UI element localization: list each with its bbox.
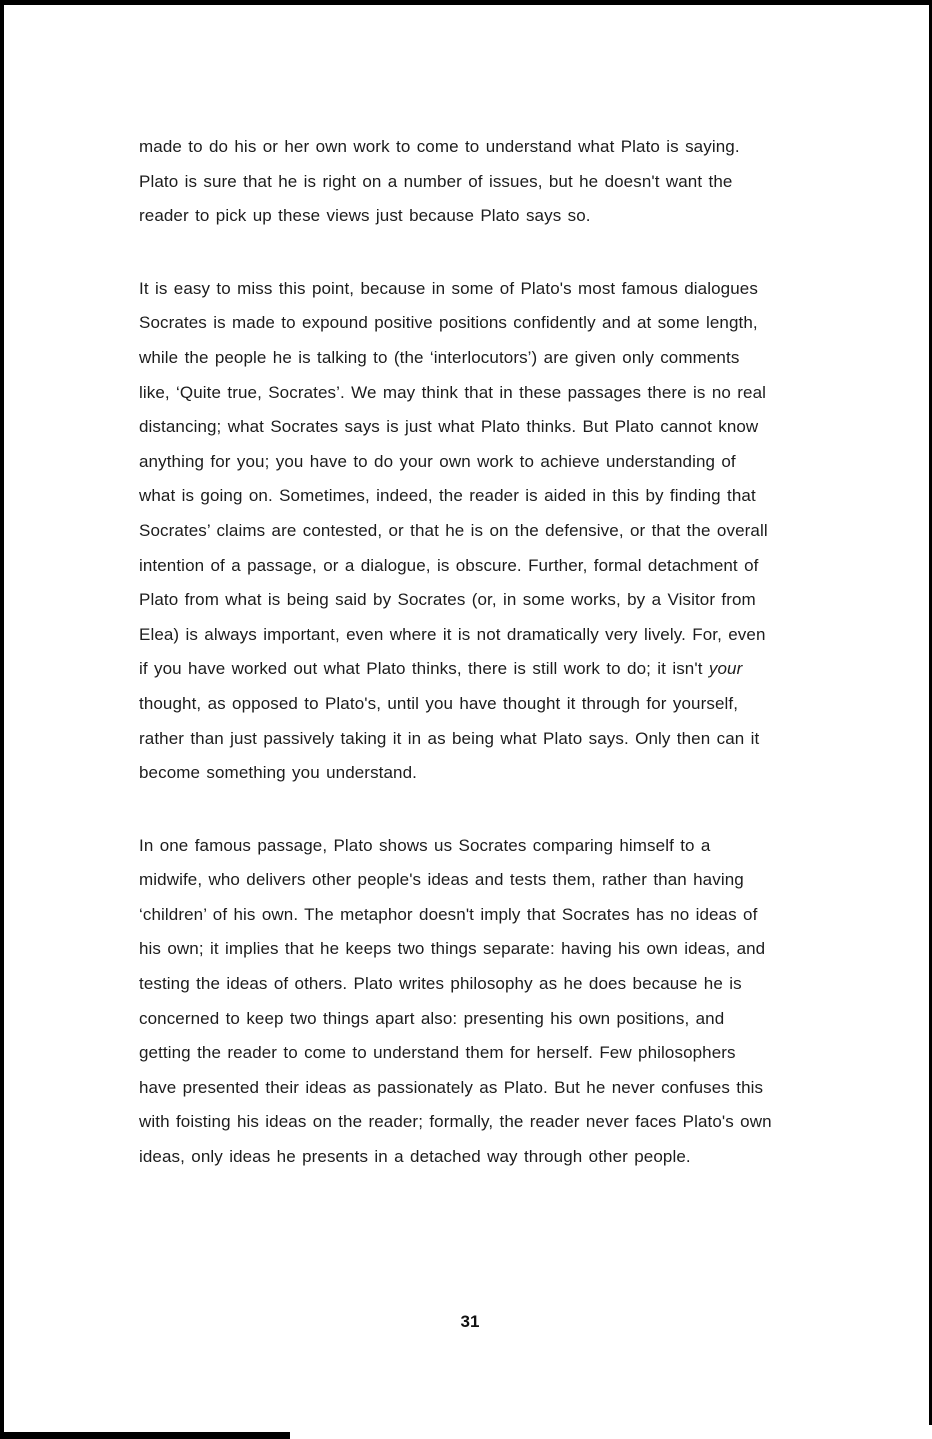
text-line: with foisting his ideas on the reader; formally, the reader never faces Plato's own <box>139 1112 772 1132</box>
text-line: Socrates is made to expound positive positions confidently and at some length, <box>139 313 758 333</box>
scan-border-top <box>0 0 932 5</box>
text-line: concerned to keep two things apart also: presenting his own positions, and <box>139 1008 725 1028</box>
text-line: have presented their ideas as passionately as Plato. But he never confuses this <box>139 1077 764 1097</box>
text-line: ideas, only ideas he presents in a detached way through other people. <box>139 1147 691 1167</box>
scan-border-left <box>0 0 4 1439</box>
paragraph <box>139 130 814 234</box>
text-line: ‘children’ of his own. The metaphor doesn't imply that Socrates has no ideas of <box>139 904 758 924</box>
paragraph <box>139 829 814 1175</box>
text-line: like, ‘Quite true, Socrates’. We may think that in these passages there is no real <box>139 382 767 402</box>
text-line: testing the ideas of others. Plato writes philosophy as he does because he is <box>139 974 742 994</box>
text-line: intention of a passage, or a dialogue, is obscure. Further, formal detachment of <box>139 555 759 575</box>
text-line: Plato from what is being said by Socrates (or, in some works, by a Visitor from <box>139 590 756 610</box>
text-line: made to do his or her own work to come to understand what Plato is saying. <box>139 137 740 156</box>
text-line: while the people he is talking to (the ‘interlocutors’) are given only comments <box>139 347 740 367</box>
text-line: Socrates’ claims are contested, or that he is on the defensive, or that the overall <box>139 520 768 540</box>
text-line: reader to pick up these views just because Plato says so. <box>139 206 591 226</box>
text-line: getting the reader to come to understand them for herself. Few philosophers <box>139 1043 736 1063</box>
scan-border-bottom <box>0 1432 290 1439</box>
text-line: his own; it implies that he keeps two things separate: having his own ideas, and <box>139 939 766 959</box>
text-line: become something you understand. <box>139 763 417 783</box>
text-line: It is easy to miss this point, because in some of Plato's most famous dialogues <box>139 278 758 298</box>
text-line: thought, as opposed to Plato's, until you have thought it through for yourself, <box>139 693 739 713</box>
text-line: midwife, who delivers other people's ideas and tests them, rather than having <box>139 870 744 890</box>
paragraph <box>139 272 814 791</box>
text-line: Plato is sure that he is right on a number of issues, but he doesn't want the <box>139 171 733 191</box>
text-line: anything for you; you have to do your own work to achieve understanding of <box>139 451 736 471</box>
page-text <box>139 130 814 1213</box>
text-line: In one famous passage, Plato shows us Socrates comparing himself to a <box>139 835 711 855</box>
text-line: if you have worked out what Plato thinks, there is still work to do; it isn't your <box>139 659 743 679</box>
page-number: 31 <box>460 1312 480 1331</box>
text-line: Elea) is always important, even where it is not dramatically very lively. For, even <box>139 624 766 644</box>
text-line: distancing; what Socrates says is just what Plato thinks. But Plato cannot know <box>139 417 759 437</box>
text-line: rather than just passively taking it in as being what Plato says. Only then can it <box>139 728 760 748</box>
text-line: what is going on. Sometimes, indeed, the reader is aided in this by finding that <box>139 486 756 506</box>
